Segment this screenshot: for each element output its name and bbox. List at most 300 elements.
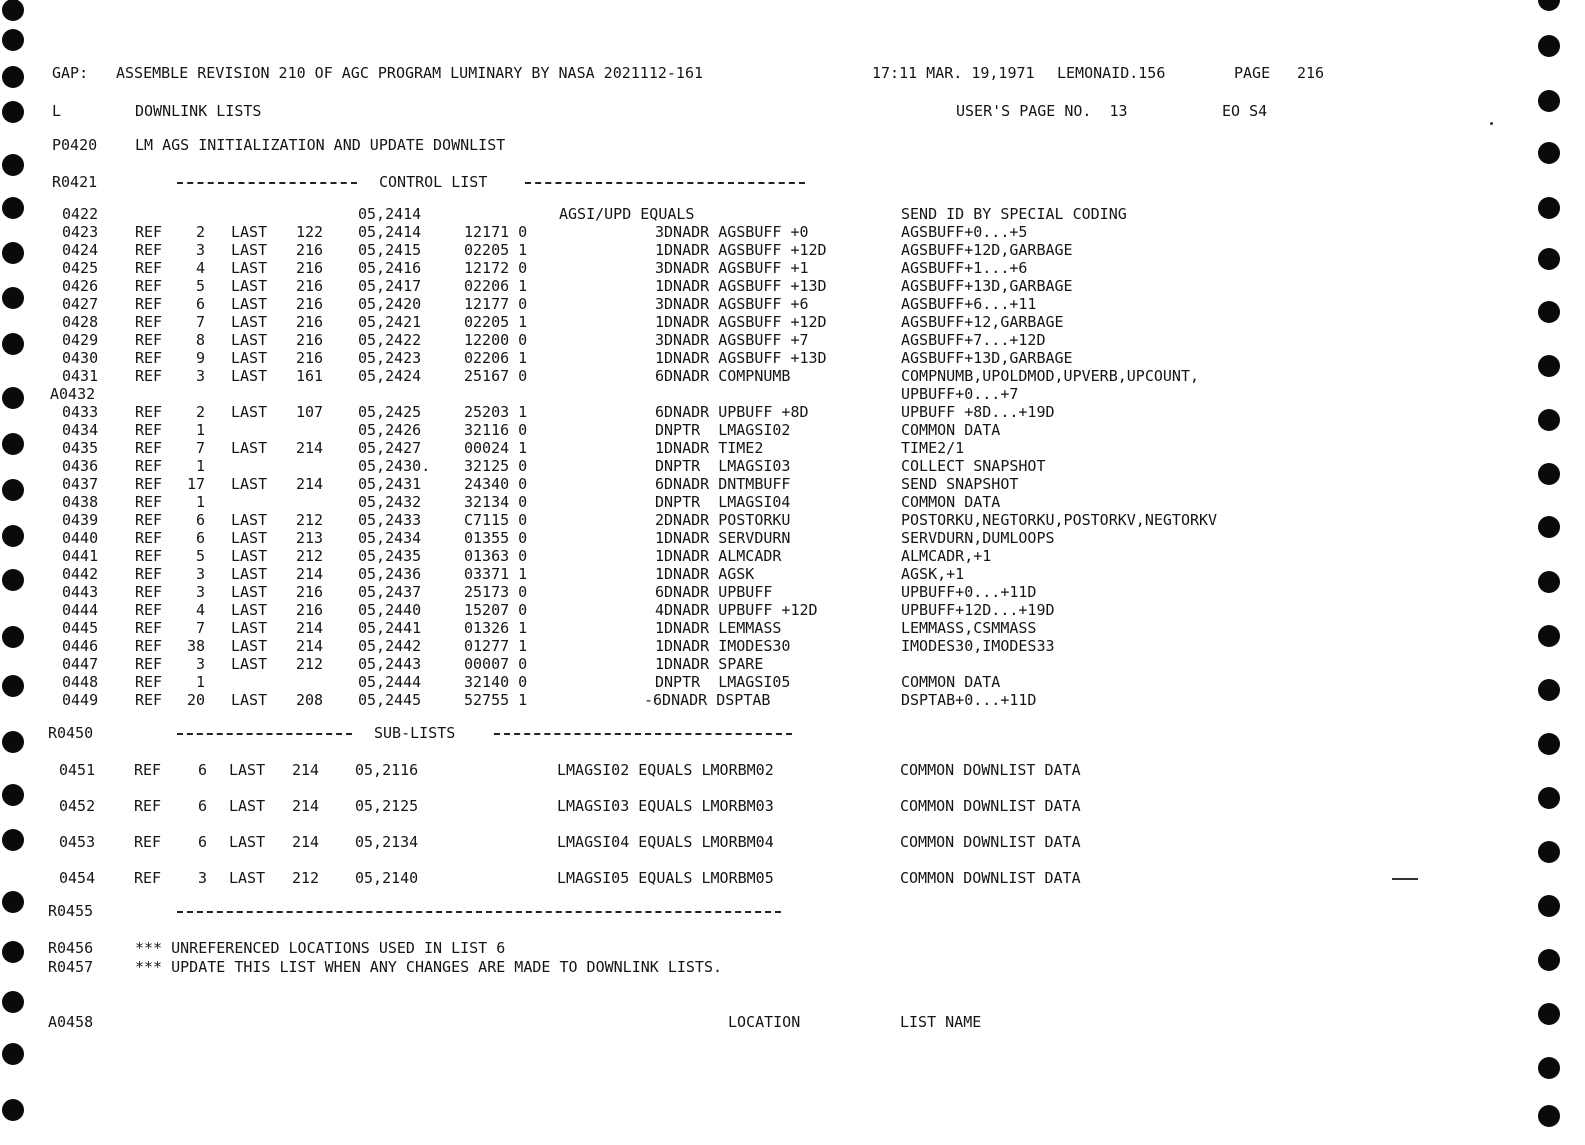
line-number: 0452 xyxy=(59,797,96,815)
line-number: 0449 xyxy=(62,691,99,709)
last-keyword: LAST xyxy=(231,637,268,655)
table-row xyxy=(0,493,1585,511)
note-update: *** UPDATE THIS LIST WHEN ANY CHANGES ARE MADE TO DOWNLINK LISTS. xyxy=(135,958,722,976)
table-row xyxy=(0,869,1585,887)
list-name-column-header: LIST NAME xyxy=(900,1013,982,1031)
instruction: DNPTR LMAGSI05 xyxy=(655,673,791,691)
timestamp: 17:11 MAR. 19,1971 xyxy=(872,64,1035,82)
ref-count: 6 xyxy=(196,529,206,547)
instruction: 2DNADR POSTORKU xyxy=(655,511,791,529)
octal-code: 00024 1 xyxy=(464,439,528,457)
last-page: 216 xyxy=(296,277,324,295)
ref-count: 1 xyxy=(196,457,206,475)
location: 05,2424 xyxy=(358,367,422,385)
octal-code: 01355 0 xyxy=(464,529,528,547)
last-page: 161 xyxy=(296,367,324,385)
line-number: 0426 xyxy=(62,277,99,295)
ref-keyword: REF xyxy=(135,277,163,295)
ref-count: 5 xyxy=(196,277,206,295)
ref-keyword: REF xyxy=(134,869,162,887)
ref-count: 6 xyxy=(198,833,208,851)
table-row xyxy=(0,259,1585,277)
table-row xyxy=(0,761,1585,779)
instruction: DNPTR LMAGSI03 xyxy=(655,457,791,475)
location: 05,2442 xyxy=(358,637,422,655)
table-row xyxy=(0,475,1585,493)
location: 05,2440 xyxy=(358,601,422,619)
ref-count: 3 xyxy=(196,583,206,601)
table-row xyxy=(0,637,1585,655)
last-keyword: LAST xyxy=(231,565,268,583)
ref-keyword: REF xyxy=(135,691,163,709)
sprocket-hole xyxy=(1538,1057,1560,1079)
octal-code: 12177 0 xyxy=(464,295,528,313)
table-row xyxy=(0,655,1585,673)
comment: AGSBUFF+6...+11 xyxy=(901,295,1037,313)
location: 05,2421 xyxy=(358,313,422,331)
location: 05,2415 xyxy=(358,241,422,259)
octal-code: 25173 0 xyxy=(464,583,528,601)
instruction: LMAGSI05 EQUALS LMORBM05 xyxy=(557,869,774,887)
ref-keyword: REF xyxy=(135,439,163,457)
sub-lists-heading: SUB-LISTS xyxy=(374,724,456,742)
last-page: 214 xyxy=(296,619,324,637)
location: 05,2431 xyxy=(358,475,422,493)
line-number: A0458 xyxy=(48,1013,94,1031)
line-number: 0441 xyxy=(62,547,99,565)
location: 05,2443 xyxy=(358,655,422,673)
ref-count: 3 xyxy=(196,655,206,673)
comment: COMMON DOWNLIST DATA xyxy=(900,797,1081,815)
ref-keyword: REF xyxy=(134,761,162,779)
location: 05,2414 xyxy=(358,223,422,241)
instruction: 1DNADR TIME2 xyxy=(655,439,764,457)
ref-keyword: REF xyxy=(135,619,163,637)
instruction: LMAGSI04 EQUALS LMORBM04 xyxy=(557,833,774,851)
line-number: R0457 xyxy=(48,958,94,976)
sprocket-hole xyxy=(2,154,24,176)
ref-keyword: REF xyxy=(135,493,163,511)
last-keyword: LAST xyxy=(231,313,268,331)
line-number: 0427 xyxy=(62,295,99,313)
last-page: 214 xyxy=(296,439,324,457)
ref-count: 7 xyxy=(196,619,206,637)
comment: COMMON DOWNLIST DATA xyxy=(900,833,1081,851)
table-row xyxy=(0,547,1585,565)
last-keyword: LAST xyxy=(231,349,268,367)
last-keyword: LAST xyxy=(231,331,268,349)
comment: COMMON DOWNLIST DATA xyxy=(900,869,1081,887)
dashed-rule xyxy=(525,182,805,184)
line-number: 0446 xyxy=(62,637,99,655)
table-row xyxy=(0,565,1585,583)
last-page: 216 xyxy=(296,259,324,277)
comment: AGSK,+1 xyxy=(901,565,965,583)
location: 05,2436 xyxy=(358,565,422,583)
instruction: LMAGSI03 EQUALS LMORBM03 xyxy=(557,797,774,815)
comment: SERVDURN,DUMLOOPS xyxy=(901,529,1055,547)
instruction: 3DNADR AGSBUFF +0 xyxy=(655,223,809,241)
line-number: 0440 xyxy=(62,529,99,547)
dashed-rule xyxy=(177,911,781,913)
comment: AGSBUFF+7...+12D xyxy=(901,331,1046,349)
line-number: R0450 xyxy=(48,724,94,742)
comment: UPBUFF+12D...+19D xyxy=(901,601,1055,619)
table-row xyxy=(0,619,1585,637)
last-page: 122 xyxy=(296,223,324,241)
octal-code: 25203 1 xyxy=(464,403,528,421)
sprocket-hole xyxy=(1538,733,1560,755)
dashed-rule xyxy=(494,733,792,735)
line-number: 0447 xyxy=(62,655,99,673)
line-number: P0420 xyxy=(52,136,98,154)
comment: UPBUFF+0...+7 xyxy=(901,385,1019,403)
print-speck xyxy=(1490,122,1493,125)
control-list-heading: CONTROL LIST xyxy=(379,173,488,191)
line-number: 0433 xyxy=(62,403,99,421)
dashed-rule xyxy=(177,182,357,184)
last-keyword: LAST xyxy=(231,223,268,241)
octal-code: 12172 0 xyxy=(464,259,528,277)
line-number: 0454 xyxy=(59,869,96,887)
line-number: 0448 xyxy=(62,673,99,691)
comment: ALMCADR,+1 xyxy=(901,547,992,565)
location: 05,2441 xyxy=(358,619,422,637)
last-keyword: LAST xyxy=(231,511,268,529)
ref-count: 3 xyxy=(198,869,208,887)
last-keyword: LAST xyxy=(231,241,268,259)
comment: AGSBUFF+1...+6 xyxy=(901,259,1028,277)
sprocket-hole xyxy=(1538,949,1560,971)
line-number: 0436 xyxy=(62,457,99,475)
instruction: 6DNADR UPBUFF xyxy=(655,583,773,601)
ref-count: 7 xyxy=(196,313,206,331)
line-number: 0435 xyxy=(62,439,99,457)
ref-keyword: REF xyxy=(135,295,163,313)
instruction: DNPTR LMAGSI02 xyxy=(655,421,791,439)
octal-code: 02206 1 xyxy=(464,349,528,367)
table-row xyxy=(0,313,1585,331)
instruction: 1DNADR AGSBUFF +12D xyxy=(655,313,827,331)
last-keyword: LAST xyxy=(231,277,268,295)
last-page: 216 xyxy=(296,295,324,313)
instruction: 3DNADR AGSBUFF +1 xyxy=(655,259,809,277)
comment: SEND SNAPSHOT xyxy=(901,475,1019,493)
ref-count: 2 xyxy=(196,403,206,421)
last-page: 216 xyxy=(296,583,324,601)
sprocket-hole xyxy=(2,1099,24,1121)
last-keyword: LAST xyxy=(231,583,268,601)
table-row xyxy=(0,277,1585,295)
note-unreferenced: *** UNREFERENCED LOCATIONS USED IN LIST 6 xyxy=(135,939,506,957)
ref-keyword: REF xyxy=(135,601,163,619)
comment: COMMON DATA xyxy=(901,673,1001,691)
page-label: PAGE xyxy=(1234,64,1271,82)
ref-count: 3 xyxy=(196,241,206,259)
location: 05,2414 xyxy=(358,205,422,223)
sprocket-hole xyxy=(2,101,24,123)
sprocket-hole xyxy=(2,991,24,1013)
line-number: 0430 xyxy=(62,349,99,367)
comment: AGSBUFF+13D,GARBAGE xyxy=(901,349,1073,367)
last-keyword: LAST xyxy=(231,691,268,709)
line-number: 0442 xyxy=(62,565,99,583)
line-number: 0429 xyxy=(62,331,99,349)
comment: LEMMASS,CSMMASS xyxy=(901,619,1037,637)
instruction: 6DNADR DNTMBUFF xyxy=(655,475,791,493)
comment: TIME2/1 xyxy=(901,439,965,457)
ref-keyword: REF xyxy=(135,655,163,673)
instruction: 6DNADR UPBUFF +8D xyxy=(655,403,809,421)
ref-keyword: REF xyxy=(135,583,163,601)
ref-keyword: REF xyxy=(135,367,163,385)
last-page: 214 xyxy=(292,833,320,851)
table-row xyxy=(0,673,1585,691)
location: 05,2444 xyxy=(358,673,422,691)
table-row xyxy=(0,421,1585,439)
ref-keyword: REF xyxy=(135,637,163,655)
last-keyword: LAST xyxy=(231,367,268,385)
last-page: 216 xyxy=(296,313,324,331)
last-page: 212 xyxy=(296,547,324,565)
ref-count: 1 xyxy=(196,493,206,511)
sprocket-hole xyxy=(2,66,24,88)
location: 05,2445 xyxy=(358,691,422,709)
octal-code: 01363 0 xyxy=(464,547,528,565)
line-number: R0421 xyxy=(52,173,98,191)
octal-code: 32116 0 xyxy=(464,421,528,439)
print-speck xyxy=(1392,878,1418,880)
listing-type: L xyxy=(52,102,62,120)
instruction: 6DNADR COMPNUMB xyxy=(655,367,791,385)
sprocket-hole xyxy=(2,891,24,913)
instruction: 1DNADR ALMCADR xyxy=(655,547,782,565)
last-page: 216 xyxy=(296,331,324,349)
sprocket-hole xyxy=(1538,0,1560,11)
ref-count: 4 xyxy=(196,601,206,619)
table-row xyxy=(0,529,1585,547)
sprocket-hole xyxy=(2,731,24,753)
octal-code: 01326 1 xyxy=(464,619,528,637)
ref-count: 17 xyxy=(187,475,206,493)
assembly-title: ASSEMBLE REVISION 210 OF AGC PROGRAM LUMINARY BY NASA 2021112-161 xyxy=(116,64,703,82)
octal-code: 02205 1 xyxy=(464,241,528,259)
last-keyword: LAST xyxy=(231,439,268,457)
ref-keyword: REF xyxy=(134,833,162,851)
instruction: 1DNADR SPARE xyxy=(655,655,764,673)
sprocket-hole xyxy=(2,0,24,21)
octal-code: 12200 0 xyxy=(464,331,528,349)
line-number: 0428 xyxy=(62,313,99,331)
sprocket-hole xyxy=(1538,90,1560,112)
ref-count: 2 xyxy=(196,223,206,241)
location: 05,2432 xyxy=(358,493,422,511)
instruction: 1DNADR AGSBUFF +13D xyxy=(655,277,827,295)
instruction: 4DNADR UPBUFF +12D xyxy=(655,601,818,619)
table-row xyxy=(0,797,1585,815)
sprocket-hole xyxy=(1538,1003,1560,1025)
line-number: 0445 xyxy=(62,619,99,637)
location: 05,2417 xyxy=(358,277,422,295)
sprocket-hole xyxy=(1538,1105,1560,1127)
table-row xyxy=(0,511,1585,529)
ref-count: 6 xyxy=(198,797,208,815)
ref-keyword: REF xyxy=(135,511,163,529)
last-page: 212 xyxy=(296,655,324,673)
ref-count: 5 xyxy=(196,547,206,565)
location: 05,2140 xyxy=(355,869,419,887)
ref-keyword: REF xyxy=(135,529,163,547)
ref-count: 3 xyxy=(196,565,206,583)
dashed-rule xyxy=(177,733,352,735)
ref-count: 6 xyxy=(196,511,206,529)
comment: UPBUFF +8D...+19D xyxy=(901,403,1055,421)
sprocket-hole xyxy=(2,1043,24,1065)
lemonaid-id: LEMONAID.156 xyxy=(1057,64,1166,82)
last-page: 214 xyxy=(292,761,320,779)
location: 05,2433 xyxy=(358,511,422,529)
ref-count: 1 xyxy=(196,421,206,439)
table-row xyxy=(0,439,1585,457)
instruction: 3DNADR AGSBUFF +7 xyxy=(655,331,809,349)
ref-keyword: REF xyxy=(135,403,163,421)
location: 05,2134 xyxy=(355,833,419,851)
last-keyword: LAST xyxy=(231,619,268,637)
location: 05,2434 xyxy=(358,529,422,547)
last-keyword: LAST xyxy=(231,547,268,565)
comment: AGSBUFF+12D,GARBAGE xyxy=(901,241,1073,259)
last-page: 213 xyxy=(296,529,324,547)
ref-count: 7 xyxy=(196,439,206,457)
comment: UPBUFF+0...+11D xyxy=(901,583,1037,601)
table-row xyxy=(0,331,1585,349)
line-number: 0423 xyxy=(62,223,99,241)
last-keyword: LAST xyxy=(231,403,268,421)
instruction: 1DNADR AGSK xyxy=(655,565,755,583)
last-page: 214 xyxy=(296,565,324,583)
ref-count: 8 xyxy=(196,331,206,349)
last-keyword: LAST xyxy=(231,655,268,673)
comment: COMMON DATA xyxy=(901,493,1001,511)
ref-keyword: REF xyxy=(135,475,163,493)
table-row xyxy=(0,241,1585,259)
last-keyword: LAST xyxy=(231,475,268,493)
ref-keyword: REF xyxy=(135,349,163,367)
last-keyword: LAST xyxy=(231,529,268,547)
sprocket-hole xyxy=(2,29,24,51)
instruction: AGSI/UPD EQUALS xyxy=(559,205,695,223)
ref-count: 1 xyxy=(196,673,206,691)
comment: COMMON DOWNLIST DATA xyxy=(900,761,1081,779)
comment: SEND ID BY SPECIAL CODING xyxy=(901,205,1127,223)
sprocket-hole xyxy=(1538,35,1560,57)
octal-code: 32140 0 xyxy=(464,673,528,691)
sprocket-hole xyxy=(1538,895,1560,917)
table-row xyxy=(0,295,1585,313)
line-number: 0422 xyxy=(62,205,99,223)
last-page: 216 xyxy=(296,601,324,619)
last-page: 212 xyxy=(296,511,324,529)
comment: AGSBUFF+0...+5 xyxy=(901,223,1028,241)
table-row xyxy=(0,205,1585,223)
table-row xyxy=(0,385,1585,403)
comment: DSPTAB+0...+11D xyxy=(901,691,1037,709)
location: 05,2435 xyxy=(358,547,422,565)
location: 05,2420 xyxy=(358,295,422,313)
ref-count: 9 xyxy=(196,349,206,367)
last-page: 107 xyxy=(296,403,324,421)
line-number: 0431 xyxy=(62,367,99,385)
last-keyword: LAST xyxy=(229,797,266,815)
last-page: 216 xyxy=(296,349,324,367)
line-number: 0439 xyxy=(62,511,99,529)
line-number: 0443 xyxy=(62,583,99,601)
ref-count: 4 xyxy=(196,259,206,277)
last-keyword: LAST xyxy=(229,833,266,851)
comment: COMMON DATA xyxy=(901,421,1001,439)
line-number: 0438 xyxy=(62,493,99,511)
line-number: R0455 xyxy=(48,902,94,920)
ref-keyword: REF xyxy=(135,241,163,259)
table-row xyxy=(0,691,1585,709)
octal-code: 02205 1 xyxy=(464,313,528,331)
table-row xyxy=(0,403,1585,421)
last-page: 212 xyxy=(292,869,320,887)
line-number: A0432 xyxy=(50,385,96,403)
page-number: 216 xyxy=(1297,64,1325,82)
last-page: 214 xyxy=(292,797,320,815)
ref-count: 6 xyxy=(198,761,208,779)
location: 05,2426 xyxy=(358,421,422,439)
last-keyword: LAST xyxy=(231,295,268,313)
instruction: 3DNADR AGSBUFF +6 xyxy=(655,295,809,313)
comment: AGSBUFF+13D,GARBAGE xyxy=(901,277,1073,295)
instruction: 1DNADR SERVDURN xyxy=(655,529,791,547)
octal-code: 52755 1 xyxy=(464,691,528,709)
line-number: R0456 xyxy=(48,939,94,957)
last-keyword: LAST xyxy=(231,259,268,277)
location: 05,2430. xyxy=(358,457,431,475)
ref-keyword: REF xyxy=(134,797,162,815)
line-number: 0434 xyxy=(62,421,99,439)
location: 05,2423 xyxy=(358,349,422,367)
last-keyword: LAST xyxy=(229,761,266,779)
ref-keyword: REF xyxy=(135,313,163,331)
ref-count: 3 xyxy=(196,367,206,385)
table-row xyxy=(0,601,1585,619)
line-number: 0424 xyxy=(62,241,99,259)
ref-keyword: REF xyxy=(135,547,163,565)
instruction: LMAGSI02 EQUALS LMORBM02 xyxy=(557,761,774,779)
table-row xyxy=(0,223,1585,241)
comment: COLLECT SNAPSHOT xyxy=(901,457,1046,475)
ref-keyword: REF xyxy=(135,565,163,583)
location-column-header: LOCATION xyxy=(728,1013,801,1031)
ref-count: 38 xyxy=(187,637,206,655)
last-page: 214 xyxy=(296,637,324,655)
last-page: 214 xyxy=(296,475,324,493)
octal-code: C7115 0 xyxy=(464,511,528,529)
location: 05,2425 xyxy=(358,403,422,421)
instruction: DNPTR LMAGSI04 xyxy=(655,493,791,511)
line-number: 0453 xyxy=(59,833,96,851)
octal-code: 32125 0 xyxy=(464,457,528,475)
eo-code: EO S4 xyxy=(1222,102,1268,120)
octal-code: 24340 0 xyxy=(464,475,528,493)
location: 05,2125 xyxy=(355,797,419,815)
comment: IMODES30,IMODES33 xyxy=(901,637,1055,655)
comment: AGSBUFF+12,GARBAGE xyxy=(901,313,1064,331)
